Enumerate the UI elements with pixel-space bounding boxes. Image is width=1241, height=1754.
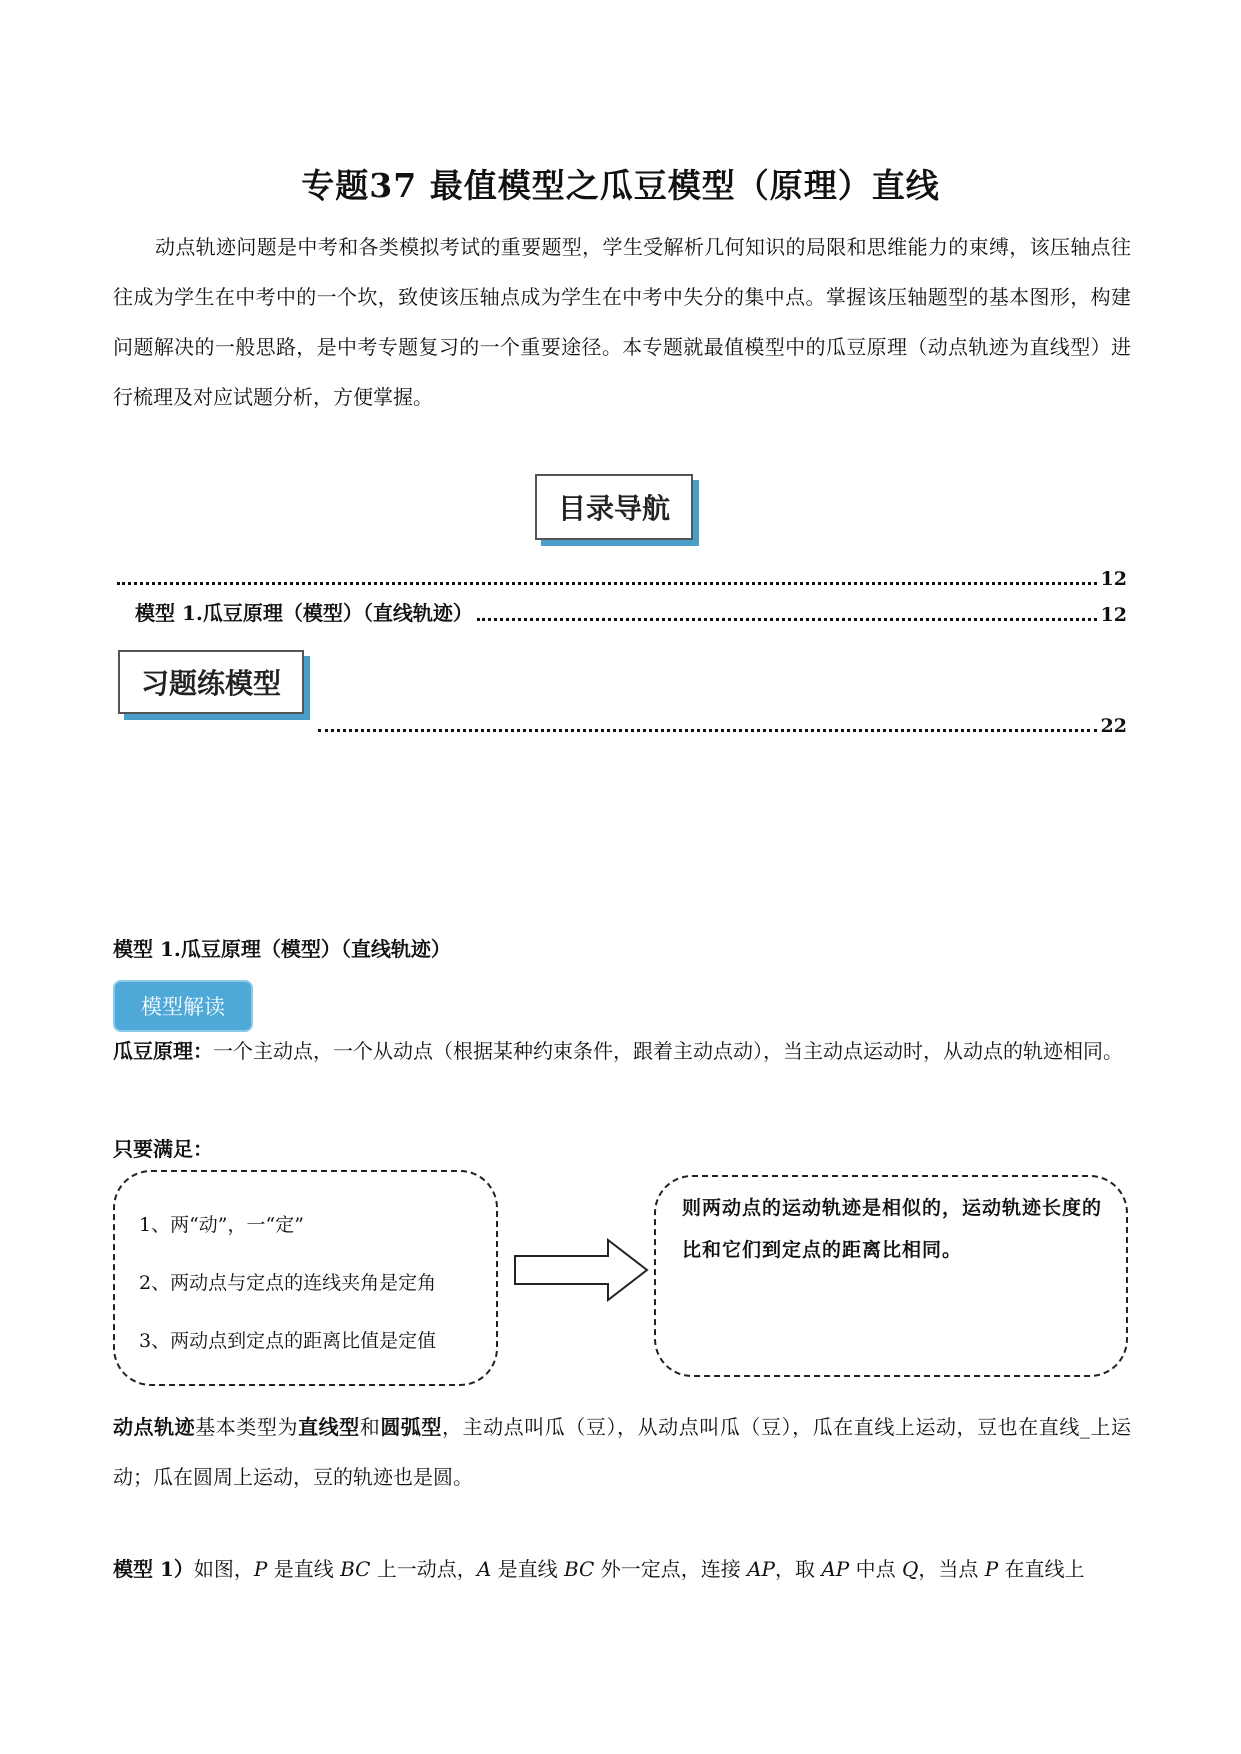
text-run: 如图， — [193, 1557, 254, 1581]
model1-heading: 模型 1.瓜豆原理（模型）（直线轨迹） — [113, 937, 451, 961]
result-box — [654, 1175, 1128, 1377]
conditions-box — [113, 1170, 498, 1386]
intro-paragraph: 动点轨迹问题是中考和各类模拟考试的重要题型，学生受解析几何知识的局限和思维能力的束缚，该压轴点往往成为学生在中考中的一个坎，致使该压轴点成为学生在中考中失分的集中点。掌握该压轴题型的基本图形，构建问题解决的一般思路，是中考专题复习的一个重要途径。本专题就最值模型中的瓜豆原理（动点轨迹为直线型）进行梳理及对应试题分析，方便掌握。 — [113, 235, 1131, 409]
toc-leader-dots — [117, 582, 1097, 585]
text-run: 在直线上 — [998, 1557, 1085, 1581]
toc-badge-label: 目录导航 — [557, 492, 670, 525]
right-arrow-icon — [513, 1238, 651, 1302]
model1-label: 模型 1） — [113, 1557, 194, 1581]
var-bc: BC — [340, 1557, 371, 1581]
page-title: 专题37 最值模型之瓜豆模型（原理）直线 — [301, 166, 940, 205]
condition-label: 只要满足： — [113, 1137, 213, 1161]
text-run: ，当点 — [918, 1557, 985, 1581]
toc-leader-dots — [477, 618, 1097, 621]
principle-paragraph — [113, 1030, 1131, 1072]
condition-item-3: 3、两动点到定点的距离比值是定值 — [139, 1330, 437, 1352]
toc-entry-1[interactable] — [117, 564, 1127, 590]
text-run: 上一动点， — [370, 1557, 477, 1581]
track-paragraph — [113, 1402, 1131, 1502]
principle-text: 一个主动点，一个从动点（根据某种约束条件，跟着主动点动），当主动点运动时，从动点的轨迹相同。 — [213, 1039, 1123, 1063]
var-p: P — [253, 1557, 268, 1581]
var-p: P — [984, 1557, 999, 1581]
toc-leader-dots — [318, 729, 1097, 732]
track-arc-type: 圆弧型 — [380, 1415, 442, 1439]
exercise-badge — [118, 650, 304, 714]
exercise-badge-label: 习题练模型 — [140, 667, 281, 700]
text-run: 是直线 — [267, 1557, 341, 1581]
toc-page-number: 22 — [1100, 715, 1127, 737]
text-run: 中点 — [849, 1557, 902, 1581]
condition-item-2: 2、两动点与定点的连线夹角是定角 — [139, 1272, 437, 1294]
track-and: 和 — [359, 1415, 381, 1439]
track-text-1: 基本类型为 — [195, 1415, 299, 1439]
model1-description — [113, 1548, 1131, 1590]
var-a: A — [476, 1557, 492, 1581]
var-ap: AP — [747, 1557, 775, 1581]
var-ap: AP — [821, 1557, 850, 1581]
model-interpret-badge — [113, 980, 253, 1032]
toc-badge — [535, 474, 693, 540]
var-q: Q — [901, 1557, 919, 1581]
toc-page-number: 12 — [1100, 568, 1127, 590]
var-bc: BC — [563, 1557, 595, 1581]
track-line-type: 直线型 — [298, 1415, 360, 1439]
track-text-rest: ，主动点叫瓜（豆），从动点叫瓜（豆），瓜在直线上运动，豆也在直线_上运动；瓜在圆周上运动，豆的轨迹也是圆。 — [113, 1415, 1132, 1489]
result-text: 则两动点的运动轨迹是相似的，运动轨迹长度的比和它们到定点的距离比相同。 — [682, 1197, 1103, 1261]
text-run: 外一定点，连接 — [594, 1557, 748, 1581]
toc-page-number: 12 — [1100, 604, 1127, 626]
toc-entry-2[interactable] — [135, 598, 1127, 626]
text-run: ，取 — [774, 1557, 822, 1581]
principle-label: 瓜豆原理： — [113, 1039, 213, 1063]
text-run: 是直线 — [491, 1557, 564, 1581]
model-interpret-label: 模型解读 — [141, 995, 225, 1019]
toc-entry-label: 模型 1.瓜豆原理（模型）（直线轨迹） — [135, 601, 473, 625]
toc-entry-3[interactable] — [318, 711, 1127, 737]
track-label: 动点轨迹 — [113, 1415, 196, 1439]
condition-item-1: 1、两“动”，一“定” — [139, 1214, 304, 1236]
